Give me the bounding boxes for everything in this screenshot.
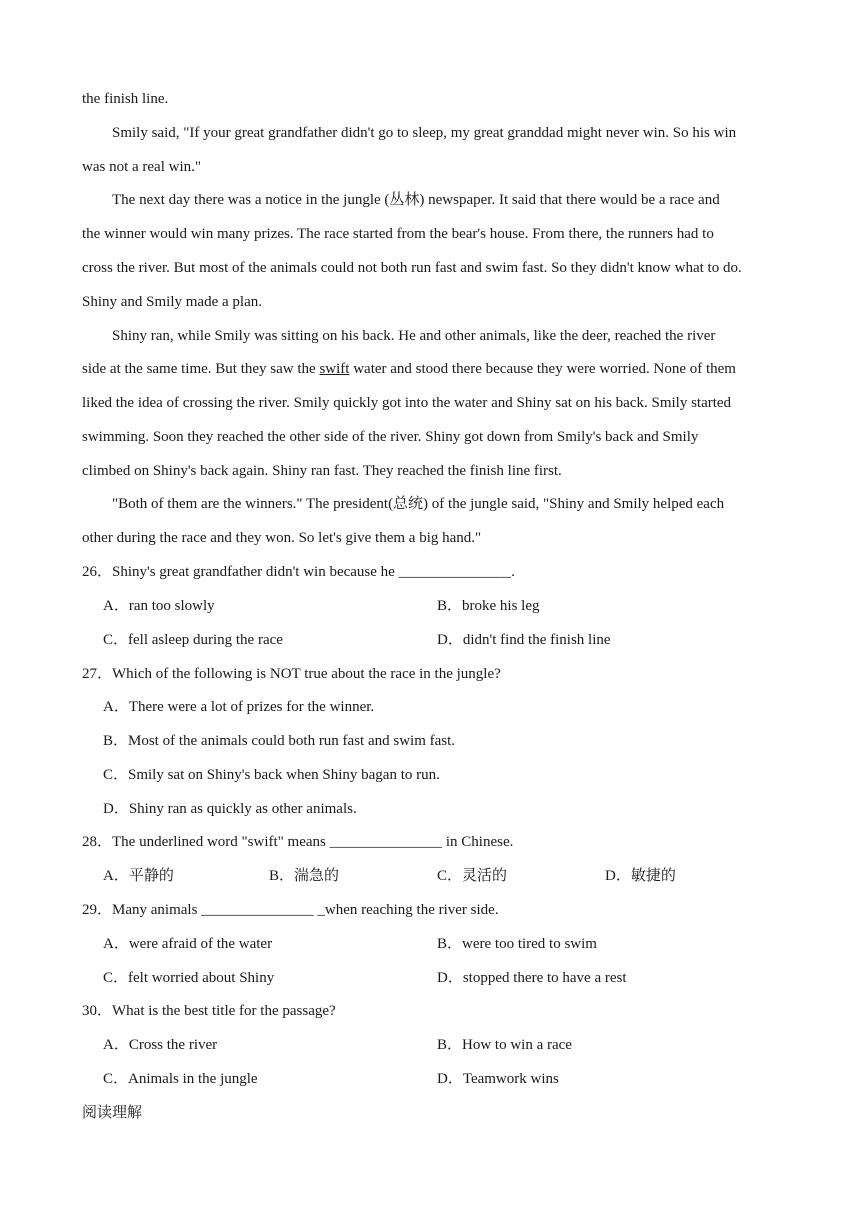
option-c: C．Smily sat on Shiny's back when Shiny bagan to run. <box>103 767 440 783</box>
question-stem: 27．Which of the following is NOT true about the race in the jungle? <box>82 666 501 682</box>
option-c: C．fell asleep during the race <box>103 632 283 648</box>
option-c: C．felt worried about Shiny <box>103 970 275 986</box>
option-a: A．There were a lot of prizes for the winner. <box>103 699 375 715</box>
underlined-word-swift: swift <box>319 361 350 377</box>
passage-line: Smily said, "If your great grandfather didn't go to sleep, my great granddad might never win. So his win <box>112 125 737 141</box>
passage-line: "Both of them are the winners." The president(总统) of the jungle said, "Shiny and Smily helped each <box>112 496 725 512</box>
question-stem: 26．Shiny's great grandfather didn't win because he _______________. <box>82 564 515 580</box>
passage-line: liked the idea of crossing the river. Smily quickly got into the water and Shiny sat on his back. Smily started <box>82 395 732 411</box>
option-b: B．Most of the animals could both run fast and swim fast. <box>103 733 456 749</box>
passage-line: climbed on Shiny's back again. Shiny ran fast. They reached the finish line first. <box>82 463 562 479</box>
passage-line: Shiny ran, while Smily was sitting on his back. He and other animals, like the deer, reached the river <box>112 328 716 344</box>
passage-line <box>82 359 736 379</box>
option-d: D．stopped there to have a rest <box>437 970 627 986</box>
passage-line: Shiny and Smily made a plan. <box>82 294 262 310</box>
passage-line: the finish line. <box>82 91 169 107</box>
option-b: B．How to win a race <box>437 1037 572 1053</box>
option-c: C．灵活的 <box>437 868 508 884</box>
passage-line: the winner would win many prizes. The race started from the bear's house. From there, the runners had to <box>82 226 714 242</box>
option-b: B．were too tired to swim <box>437 936 597 952</box>
passage-line: swimming. Soon they reached the other side of the river. Shiny got down from Smily's back and Smily <box>82 429 699 445</box>
passage-text: water and stood there because they were worried. None of them <box>349 361 736 377</box>
option-a: A．ran too slowly <box>103 598 215 614</box>
option-a: A．were afraid of the water <box>103 936 273 952</box>
option-b: B．湍急的 <box>269 868 340 884</box>
option-d: D．敏捷的 <box>605 868 676 884</box>
passage-line: cross the river. But most of the animals could not both run fast and swim fast. So they didn't know what to do. <box>82 260 742 276</box>
option-d: D．didn't find the finish line <box>437 632 611 648</box>
question-stem: 29．Many animals _______________ _when reaching the river side. <box>82 902 499 918</box>
passage-text: side at the same time. But they saw the <box>82 361 320 377</box>
passage-line: The next day there was a notice in the jungle (丛林) newspaper. It said that there would be a race and <box>112 192 720 208</box>
question-stem: 30．What is the best title for the passage? <box>82 1003 336 1019</box>
option-a: A．Cross the river <box>103 1037 218 1053</box>
option-d: D．Teamwork wins <box>437 1071 559 1087</box>
option-b: B．broke his leg <box>437 598 540 614</box>
option-c: C．Animals in the jungle <box>103 1071 258 1087</box>
option-d: D．Shiny ran as quickly as other animals. <box>103 801 357 817</box>
passage-line: other during the race and they won. So let's give them a big hand." <box>82 530 482 546</box>
option-a: A．平静的 <box>103 868 174 884</box>
passage-line: was not a real win." <box>82 159 202 175</box>
section-label: 阅读理解 <box>82 1105 143 1121</box>
question-stem: 28．The underlined word "swift" means _______________ in Chinese. <box>82 834 514 850</box>
